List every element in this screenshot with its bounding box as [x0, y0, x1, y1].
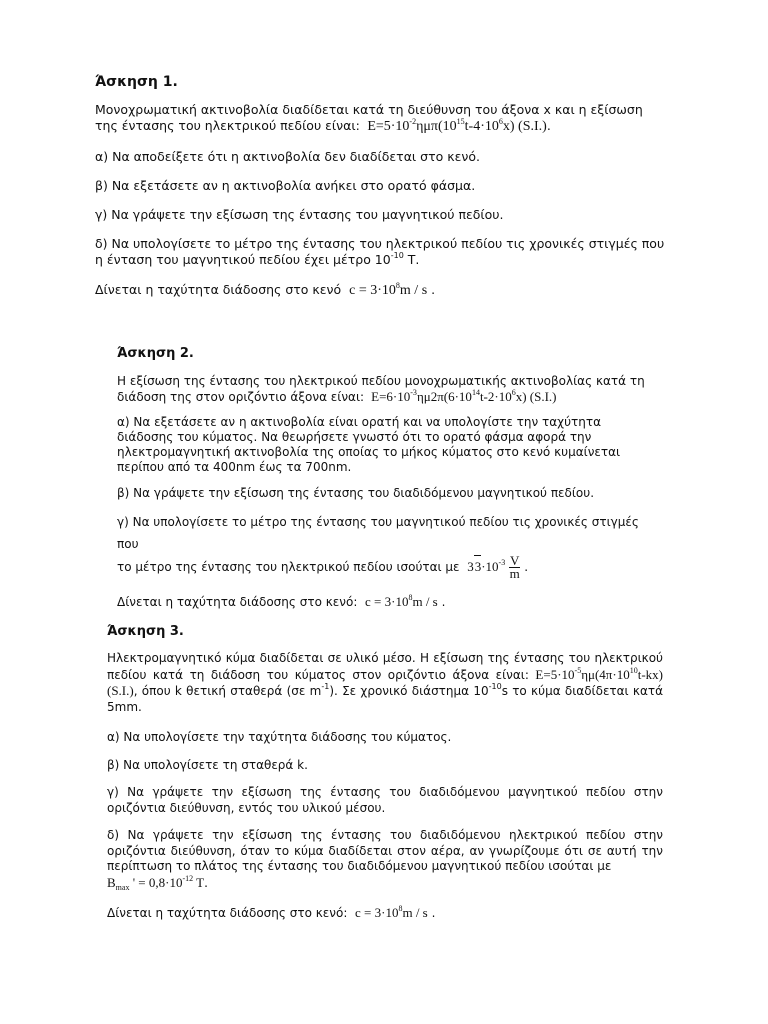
exercise-2-equation: $E=6\cdot 10^{-3}\eta\mu 2\pi(6\cdot 10^{14}t-2\cdot 10^6x)$ (S.I.)	[371, 388, 557, 404]
exercise-3	[107, 624, 663, 921]
exercise-2-part-a: α) Να εξετάσετε αν η ακτινοβολία είναι ορατή και να υπολογίστε την ταχύτητα διάδοσης του κύματος. Να θεωρήσετε γνωστό ότι το ορατό φάσμα αφορά την ηλεκτρομαγνητική ακτινοβολία της οποίας το μήκος κύματος στο κενό κυμαίνεται περίπου από τα 400nm έως τα 700nm.	[117, 415, 621, 474]
exercise-2-intro: Η εξίσωση της έντασης του ηλεκτρικού πεδίου μονοχρωματικής ακτινοβολίας κατά τη διάδοση της στον οριζόντιο άξονα είναι: $E=6\cdot 10^{-3}\eta\mu 2\pi(6\cdot 10^{14}t-2\cdot 10^6x)$ (S.I.)	[117, 374, 645, 404]
exercise-2-title: Άσκηση 2.	[117, 346, 194, 361]
exercise-3-part-a: α) Να υπολογίσετε την ταχύτητα διάδοσης του κύματος.	[107, 730, 452, 744]
exercise-1-part-c: γ) Να γράψετε την εξίσωση της έντασης του μαγνητικού πεδίου.	[95, 207, 504, 222]
exercise-1-title: Άσκηση 1.	[95, 74, 178, 90]
exercise-2-given: Δίνεται η ταχύτητα διάδοσης στο κενό: $c = 3\cdot 10^8m / s$ .	[117, 593, 446, 609]
speed-of-light-value: $c = 3\cdot 10^8m / s$	[365, 593, 438, 609]
unit-volts-per-meter: $\frac{V}{m}$	[509, 553, 520, 581]
speed-of-light-value: $c = 3\cdot 10^8m / s$	[355, 904, 428, 920]
exercise-3-title: Άσκηση 3.	[107, 624, 184, 639]
exercise-1-part-b: β) Να εξετάσετε αν η ακτινοβολία ανήκει στο ορατό φάσμα.	[95, 178, 476, 193]
exercise-1-equation: $E=5\cdot 10^{-2}\eta\mu\pi(10^{15}t-4\cdot 10^6x)$ (S.I.)	[367, 117, 547, 134]
exercise-1-given: Δίνεται η ταχύτητα διάδοσης στο κενό $c = 3\cdot 10^8m / s$ .	[95, 281, 436, 298]
exercise-1-part-a: α) Να αποδείξετε ότι η ακτινοβολία δεν διαδίδεται στο κενό.	[95, 149, 480, 164]
exercise-2	[117, 346, 645, 610]
exercise-2-part-c: γ) Να υπολογίσετε το μέτρο της έντασης του μαγνητικού πεδίου τις χρονικές στιγμές που το μέτρο της έντασης του ηλεκτρικού πεδίου ισούται με $33\cdot 10^{-3}$ $\frac{V}{m}$ .	[117, 515, 639, 581]
exercise-1-intro: Μονοχρωματική ακτινοβολία διαδίδεται κατά τη διεύθυνση του άξονα x και η εξίσωση της έντασης του ηλεκτρικού πεδίου είναι: $E=5\cdot 10^{-2}\eta\mu\pi(10^{15}t-4\cdot 10^6x)$ (S.I.).	[95, 102, 643, 134]
bmax-value: $B_{max}$ ' = $0,8\cdot 10^{-12}$ T	[107, 873, 205, 892]
exercise-3-part-b: β) Να υπολογίσετε τη σταθερά k.	[107, 758, 308, 772]
electric-field-value: $33\cdot 10^{-3}$	[467, 559, 505, 574]
exercise-3-part-c: γ) Να γράψετε την εξίσωση της έντασης του διαδιδόμενου μαγνητικού πεδίου στην οριζόντια διεύθυνση, εντός του υλικού μέσου.	[107, 785, 663, 815]
exercise-2-part-b: β) Να γράψετε την εξίσωση της έντασης του διαδιδόμενου μαγνητικού πεδίου.	[117, 486, 595, 500]
exercise-3-part-d: δ) Να γράψετε την εξίσωση της έντασης του διαδιδόμενου ηλεκτρικού πεδίου στην οριζόντια διεύθυνση, όταν το κύμα διαδίδεται στον αέρα, αν γνωρίζουμε ότι σε αυτή την περίπτωση το πλάτος της έντασης του διαδιδόμενου μαγνητικού πεδίου ισούται με $B_{max}$ ' = $0,8\cdot 10^{-12}$ T.	[107, 828, 663, 892]
exercise-3-equation: $E=5\cdot 10^{-5}\eta\mu(4\pi\cdot 10^{10}t-kx)$ (S.I.)	[107, 665, 663, 698]
exercise-1-part-d: δ) Να υπολογίσετε το μέτρο της έντασης του ηλεκτρικού πεδίου τις χρονικές στιγμές που η ένταση του μαγνητικού πεδίου έχει μέτρο $10^{-10}$ Τ.	[95, 236, 665, 267]
exercise-1	[95, 74, 665, 299]
speed-of-light-value: $c = 3\cdot 10^8m / s$	[349, 281, 428, 298]
exercise-3-intro: Ηλεκτρομαγνητικό κύμα διαδίδεται σε υλικό μέσο. Η εξίσωση της έντασης του ηλεκτρικού πεδίου κατά τη διάδοση του κύματος στον οριζόντιο άξονα είναι: $E=5\cdot 10^{-5}\eta\mu(4\pi\cdot 10^{10}t-kx)$ (S.I.), όπου k θετική σταθερά (σε $m^{-1}$). Σε χρονικό διάστημα $10^{-10}s$ το κύμα διαδίδεται κατά 5mm.	[107, 651, 664, 714]
exercise-3-given: Δίνεται η ταχύτητα διάδοσης στο κενό: $c = 3\cdot 10^8m / s$ .	[107, 904, 436, 920]
